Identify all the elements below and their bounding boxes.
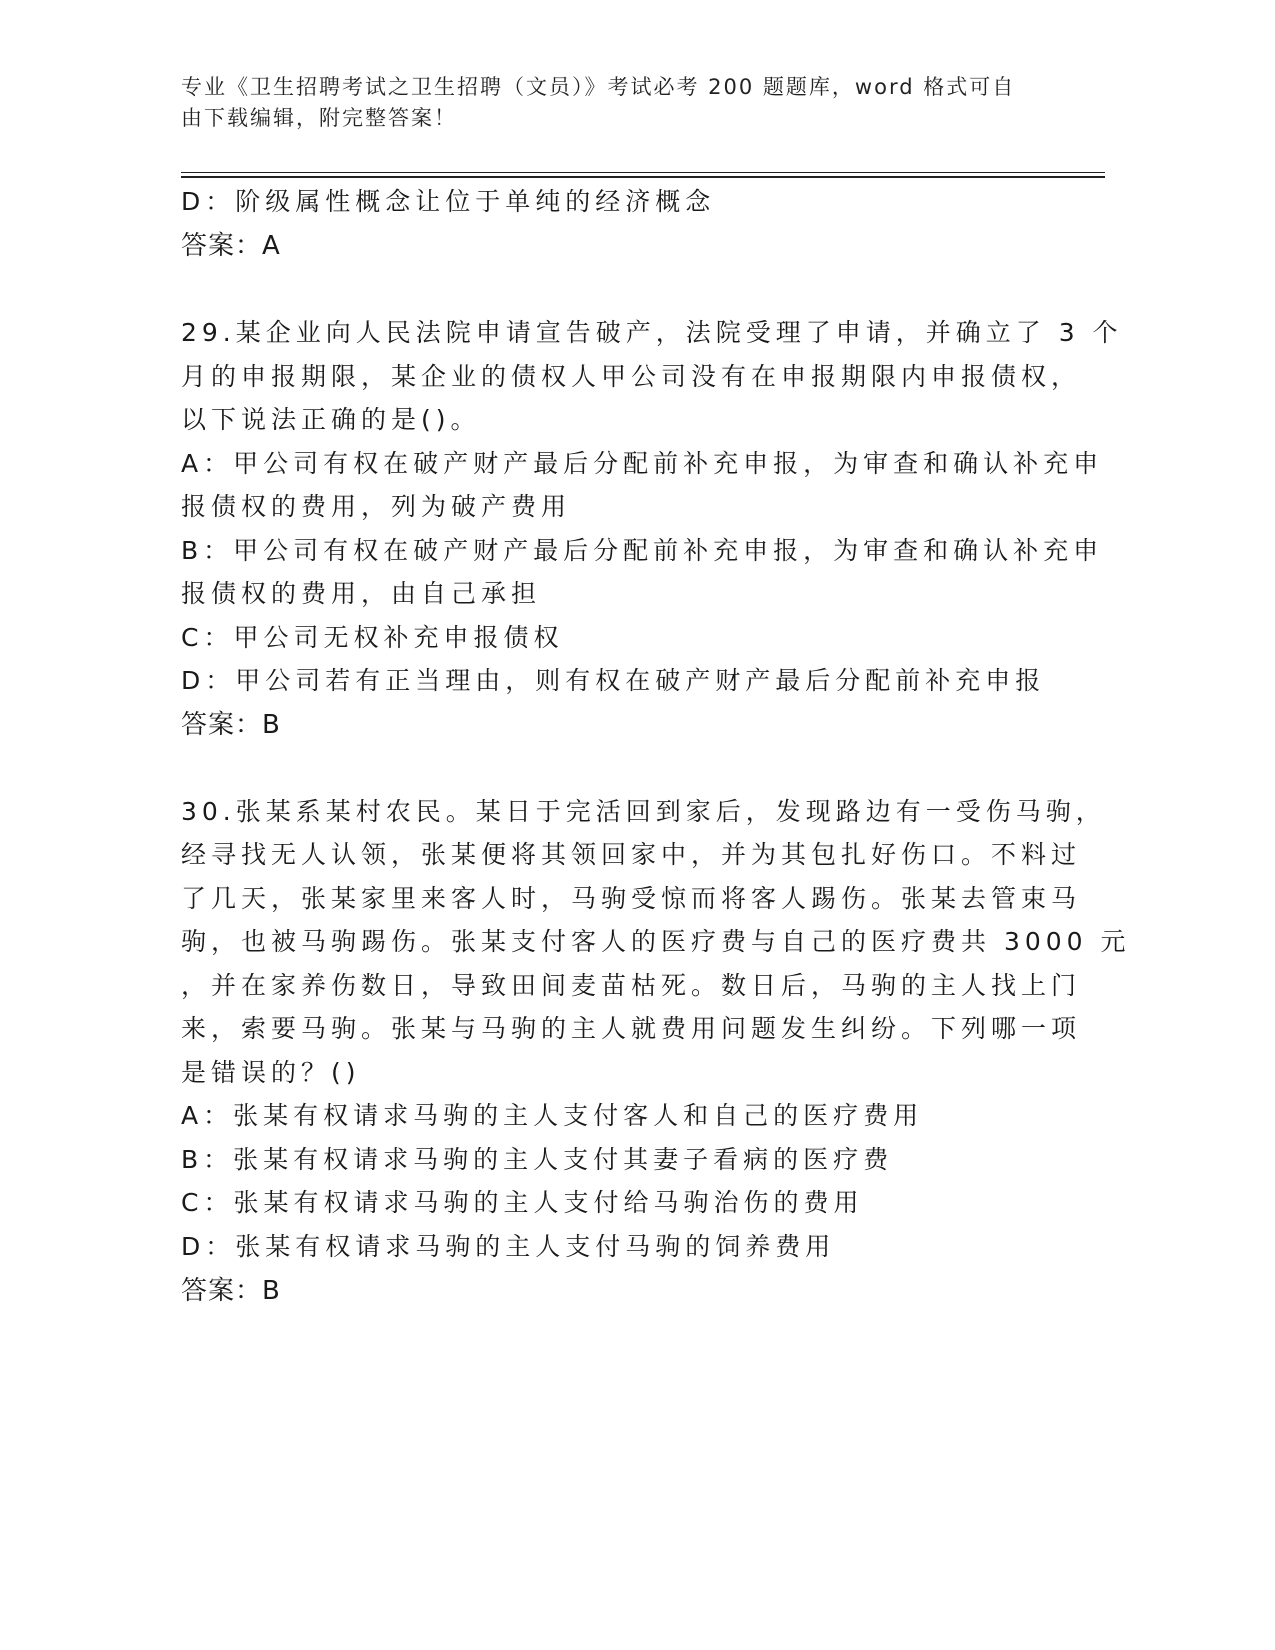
document-header xyxy=(181,72,1041,134)
q30-stem-line-7: 是错误的？() xyxy=(181,1058,361,1087)
prev-answer: 答案：A xyxy=(181,231,281,261)
header-line-2: 由下载编辑，附完整答案！ xyxy=(181,106,457,130)
q29-option-b-line-1: B：甲公司有权在破产财产最后分配前补充申报，为审查和确认补充申 xyxy=(181,536,1104,565)
q29-stem-line-1: 29.某企业向人民法院申请宣告破产，法院受理了申请，并确立了 3 个 xyxy=(181,318,1123,347)
q29-option-a-line-2: 报债权的费用，列为破产费用 xyxy=(181,492,572,521)
q29-option-c: C：甲公司无权补充申报债权 xyxy=(181,623,564,652)
header-line-1: 专业《卫生招聘考试之卫生招聘（文员）》考试必考 200 题题库，word 格式可自 xyxy=(181,75,1016,99)
q29-stem-line-2: 月的申报期限，某企业的债权人甲公司没有在申报期限内申报债权， xyxy=(181,362,1082,391)
q30-stem-line-2: 经寻找无人认领，张某便将其领回家中，并为其包扎好伤口。不料过 xyxy=(181,840,1082,869)
q30-stem-line-4: 驹，也被马驹踢伤。张某支付客人的医疗费与自己的医疗费共 3000 元 xyxy=(181,927,1131,956)
q29-stem-line-3: 以下说法正确的是()。 xyxy=(181,405,481,434)
header-divider-thin xyxy=(181,172,1105,173)
q29-answer: 答案：B xyxy=(181,710,281,740)
q30-stem-line-3: 了几天，张某家里来客人时，马驹受惊而将客人踢伤。张某去管束马 xyxy=(181,884,1082,913)
q30-stem-line-6: 来，索要马驹。张某与马驹的主人就费用问题发生纠纷。下列哪一项 xyxy=(181,1014,1082,1043)
q29-option-b-line-2: 报债权的费用，由自己承担 xyxy=(181,579,542,608)
header-divider-thick xyxy=(181,176,1105,178)
q30-option-b: B：张某有权请求马驹的主人支付其妻子看病的医疗费 xyxy=(181,1145,894,1174)
q30-answer: 答案：B xyxy=(181,1276,281,1306)
prev-option-d: D：阶级属性概念让位于单纯的经济概念 xyxy=(181,187,716,216)
q29-option-a-line-1: A：甲公司有权在破产财产最后分配前补充申报，为审查和确认补充申 xyxy=(181,449,1104,478)
q30-option-d: D：张某有权请求马驹的主人支付马驹的饲养费用 xyxy=(181,1232,836,1261)
q30-option-c: C：张某有权请求马驹的主人支付给马驹治伤的费用 xyxy=(181,1188,864,1217)
q30-stem-line-1: 30.张某系某村农民。某日于完活回到家后，发现路边有一受伤马驹， xyxy=(181,797,1106,826)
q29-option-d: D：甲公司若有正当理由，则有权在破产财产最后分配前补充申报 xyxy=(181,666,1046,695)
q30-option-a: A：张某有权请求马驹的主人支付客人和自己的医疗费用 xyxy=(181,1101,924,1130)
q30-stem-line-5: ，并在家养伤数日，导致田间麦苗枯死。数日后，马驹的主人找上门 xyxy=(181,971,1082,1000)
